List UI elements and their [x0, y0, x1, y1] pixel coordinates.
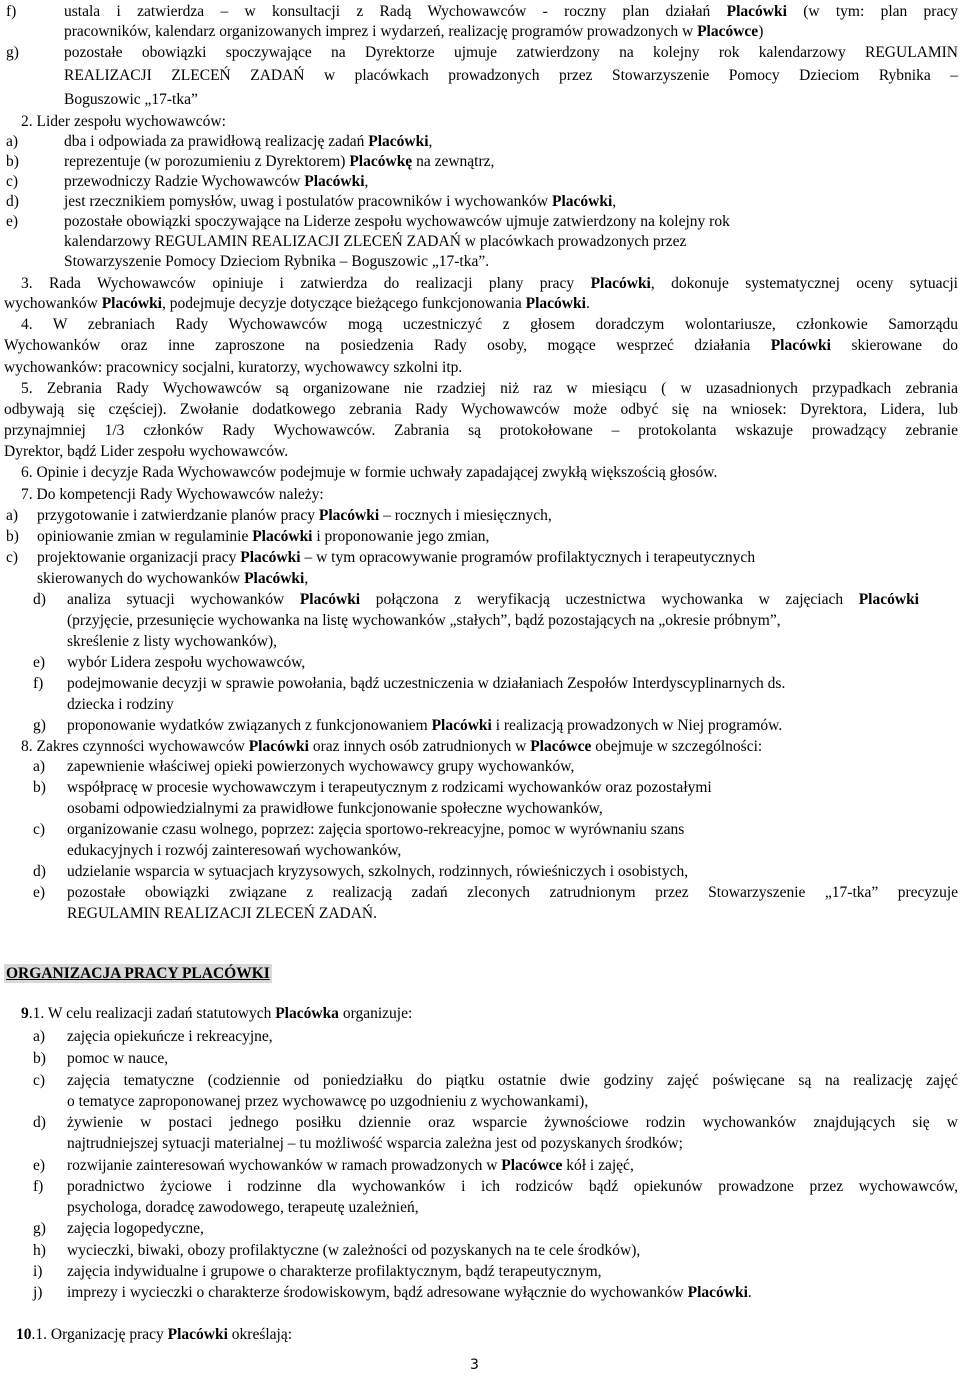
text-line: REALIZACJI ZLECEŃ ZADAŃ w placówkach prowadzonych przez Stowarzyszenie Pomocy Dzieciom Rybnika – [64, 67, 958, 84]
text-line: odbywają się częściej). Zwołanie dodatkowego zebrania Rady Wychowawców może odbyć się na wniosek: Dyrektora, Lidera, lub [4, 401, 958, 418]
list-marker: a) [6, 507, 19, 524]
list-marker: a) [33, 758, 46, 775]
list-marker: a) [33, 1028, 46, 1045]
text-line: kalendarzowy REGULAMIN REALIZACJI ZLECEŃ ZADAŃ w placówkach prowadzonych przez [64, 233, 687, 250]
text-line: podejmowanie decyzji w sprawie powołania, bądź uczestniczenia w działaniach Zespołów Interdyscyplinarnych ds. [67, 675, 786, 692]
text-line: pracowników, kalendarz organizowanych imprez i wydarzeń, realizację programów prowadzonych w Placówce) [64, 23, 764, 40]
text-line: 7. Do kompetencji Rady Wychowawców należy: [21, 486, 324, 503]
text-line: 5. Zebrania Rady Wychowawców są organizowane nie rzadziej niż raz w miesiącu ( w uzasadnionych przypadkach zebrania [21, 380, 958, 397]
list-marker: j) [33, 1284, 43, 1301]
list-marker: i) [33, 1263, 43, 1280]
text-line: zajęcia opiekuńcze i rekreacyjne, [67, 1028, 273, 1045]
text-line: zajęcia tematyczne (codziennie od poniedziałku do piątku ostatnie dwie godziny zajęć poświęcane są na realizację zajęć [67, 1072, 958, 1089]
text-line: poradnictwo życiowe i rodzinne dla wychowanków i ich rodziców bądź opiekunów prowadzone przez wychowawców, [67, 1178, 958, 1195]
list-marker: c) [6, 549, 19, 566]
text-line: przygotowanie i zatwierdzanie planów pracy Placówki – rocznych i miesięcznych, [37, 507, 552, 524]
list-marker: g) [6, 44, 19, 61]
text-line: przewodniczy Radzie Wychowawców Placówki, [64, 173, 369, 190]
text-line: REGULAMIN REALIZACJI ZLECEŃ ZADAŃ. [67, 905, 377, 922]
list-marker: b) [6, 528, 19, 545]
text-line: analiza sytuacji wychowanków Placówki połączona z weryfikacją uczestnictwa wychowanka w zajęciach Placówki [67, 591, 919, 608]
list-marker: c) [33, 821, 46, 838]
text-line: Wychowanków oraz inne zaproszone na posiedzenia Rady osoby, mogące wesprzeć działania Placówki skierowane do [4, 337, 958, 354]
text-line: żywienie w postaci jednego posiłku dziennie oraz wsparcie żywnościowe rodzin wychowanków znajdujących się w [67, 1114, 958, 1131]
text-line: 8. Zakres czynności wychowawców Placówki oraz innych osób zatrudnionych w Placówce obejmuje w szczególności: [21, 738, 763, 755]
text-line: wychowanków Placówki, podejmuje decyzje dotyczące bieżącego funkcjonowania Placówki. [4, 295, 590, 312]
text-line: zapewnienie właściwej opieki powierzonych wychowawcy grupy wychowanków, [67, 758, 575, 775]
text-line: pozostałe obowiązki spoczywające na Liderze zespołu wychowawców ujmuje zatwierdzony na kolejny rok [64, 213, 730, 230]
list-marker: b) [6, 153, 19, 170]
text-line: o tematyce zaproponowanej przez wychowawcę po uzgodnieniu z wychowankami), [67, 1093, 589, 1110]
text-line: Boguszowic „17-tka” [64, 91, 198, 108]
text-line: edukacyjnych i rozwój zainteresowań wychowanków, [67, 842, 402, 859]
text-line: przynajmniej 1/3 członków Rady Wychowawców. Zabrania są protokołowane – protokolanta wskazuje prowadzący zebranie [4, 422, 958, 439]
text-line: proponowanie wydatków związanych z funkcjonowaniem Placówki i realizacją prowadzonych w Niej programów. [67, 717, 783, 734]
text-line: 2. Lider zespołu wychowawców: [21, 113, 226, 130]
text-line: (przyjęcie, przesunięcie wychowanka na listę wychowanków „stałych”, bądź pozostających na „okresie próbnym”, [67, 612, 781, 629]
list-marker: g) [33, 717, 46, 734]
list-marker: f) [33, 675, 44, 692]
list-marker: b) [33, 779, 46, 796]
list-marker: e) [33, 1157, 46, 1174]
text-line: najtrudniejszej sytuacji materialnej – tu możliwość wsparcia zależna jest od pozyskanych środków; [67, 1135, 683, 1152]
list-marker: d) [33, 863, 46, 880]
text-line: projektowanie organizacji pracy Placówki – w tym opracowywanie programów profilaktycznych i terapeutycznych [37, 549, 756, 566]
list-marker: d) [6, 193, 19, 210]
text-line: zajęcia indywidualne i grupowe o charakterze profilaktycznym, bądź terapeutycznym, [67, 1263, 602, 1280]
list-marker: f) [6, 3, 17, 20]
text-line: jest rzecznikiem pomysłów, uwag i postulatów pracowników i wychowanków Placówki, [64, 193, 617, 210]
list-marker: c) [6, 173, 19, 190]
text-line: współpracę w procesie wychowawczym i terapeutycznym z rodzicami wychowanków oraz pozostałymi [67, 779, 712, 796]
text-line: 10.1. Organizację pracy Placówki określają: [16, 1326, 293, 1343]
text-line: Dyrektor, bądź Lider zespołu wychowawców. [4, 443, 289, 460]
text-line: dziecka i rodziny [67, 696, 174, 713]
text-line: Stowarzyszenie Pomocy Dzieciom Rybnika – Boguszowic „17-tka”. [64, 253, 490, 270]
text-line: organizowanie czasu wolnego, poprzez: zajęcia sportowo-rekreacyjne, pomoc w wyrównaniu szans [67, 821, 685, 838]
text-line: pozostałe obowiązki spoczywające na Dyrektorze ujmuje zatwierdzony na kolejny rok kalendarzowy REGULAMIN [64, 44, 958, 61]
text-line: psychologa, doradcę zawodowego, terapeutę uzależnień, [67, 1199, 419, 1216]
text-line: rozwijanie zainteresowań wychowanków w ramach prowadzonych w Placówce kół i zajęć, [67, 1157, 634, 1174]
text-line: osobami odpowiedzialnymi za prawidłowe funkcjonowanie społeczne wychowanków, [67, 800, 603, 817]
text-line: pozostałe obowiązki związane z realizacją zadań zleconych zatrudnionym przez Stowarzyszenie „17-tka” precyzuje [67, 884, 958, 901]
list-marker: f) [33, 1178, 44, 1195]
text-line: dba i odpowiada za prawidłową realizację zadań Placówki, [64, 133, 433, 150]
section-heading: ORGANIZACJA PRACY PLACÓWKI [6, 965, 270, 982]
list-marker: b) [33, 1050, 46, 1067]
text-line: reprezentuje (w porozumieniu z Dyrektorem) Placówkę na zewnątrz, [64, 153, 495, 170]
text-line: 3. Rada Wychowawców opiniuje i zatwierdza do realizacji plany pracy Placówki, dokonuje systematycznej oceny sytuacji [21, 275, 958, 292]
list-marker: d) [33, 1114, 46, 1131]
list-marker: c) [33, 1072, 46, 1089]
list-marker: e) [33, 884, 46, 901]
text-line: ustala i zatwierdza – w konsultacji z Radą Wychowawców - roczny plan działań Placówki (w tym: plan pracy [64, 3, 958, 20]
text-line: zajęcia logopedyczne, [67, 1220, 204, 1237]
text-line: wychowanków: pracownicy socjalni, kuratorzy, wychowawcy szkolni itp. [4, 359, 463, 376]
text-line: imprezy i wycieczki o charakterze środowiskowym, bądź adresowane wyłącznie do wychowanków Placówki. [67, 1284, 752, 1301]
text-line: skreślenie z listy wychowanków), [67, 633, 278, 650]
text-line: 4. W zebraniach Rady Wychowawców mogą uczestniczyć z głosem doradczym wolontariusze, członkowie Samorządu [21, 316, 958, 333]
list-marker: g) [33, 1220, 46, 1237]
list-marker: e) [6, 213, 19, 230]
list-marker: d) [33, 591, 46, 608]
text-line: 9.1. W celu realizacji zadań statutowych Placówka organizuje: [21, 1005, 413, 1022]
text-line: skierowanych do wychowanków Placówki, [37, 570, 309, 587]
text-line: pomoc w nauce, [67, 1050, 169, 1067]
text-line: 6. Opinie i decyzje Rada Wychowawców podejmuje w formie uchwały zapadającej zwykłą większością głosów. [21, 464, 718, 481]
text-line: opiniowanie zmian w regulaminie Placówki i proponowanie jego zmian, [37, 528, 490, 545]
list-marker: a) [6, 133, 19, 150]
page-number: 3 [470, 1357, 479, 1373]
text-line: wybór Lidera zespołu wychowawców, [67, 654, 306, 671]
list-marker: e) [33, 654, 46, 671]
text-line: udzielanie wsparcia w sytuacjach kryzysowych, szkolnych, rodzinnych, rówieśniczych i osobistych, [67, 863, 689, 880]
list-marker: h) [33, 1242, 46, 1259]
text-line: wycieczki, biwaki, obozy profilaktyczne (w zależności od pozyskanych na te cele środków), [67, 1242, 641, 1259]
